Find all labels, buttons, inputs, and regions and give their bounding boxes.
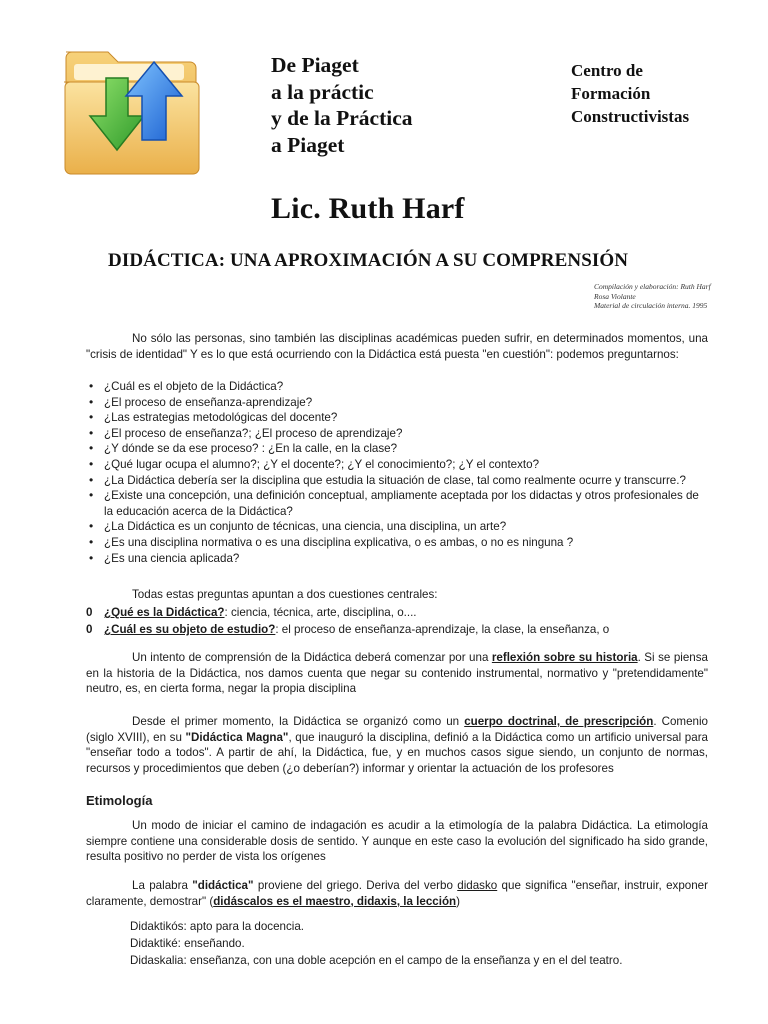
text-run: . Comenio (siglo XVIII), en su bbox=[86, 715, 709, 744]
text-run: ) bbox=[456, 894, 460, 908]
document-title: DIDÁCTICA: UNA APROXIMACIÓN A SU COMPRENSIÓN bbox=[108, 250, 629, 271]
highlighted-phrase: didáscalos es el maestro, didaxis, la lección bbox=[213, 894, 457, 908]
title-line: a Piaget bbox=[271, 132, 345, 157]
list-item: • ¿Cuál es el objeto de la Didáctica? bbox=[86, 379, 708, 395]
title-line: a la práctic bbox=[271, 79, 374, 104]
highlighted-phrase: reflexión sobre su historia bbox=[491, 651, 638, 664]
comprension-paragraph bbox=[86, 650, 708, 697]
title-line: y de la Práctica bbox=[271, 106, 413, 130]
title-line: De Piaget bbox=[271, 53, 359, 77]
central-answer: : el proceso de enseñanza-aprendizaje, la clase, la enseñanza, o bbox=[275, 623, 610, 636]
definition-line: Didaktikós: apto para la docencia. bbox=[130, 920, 305, 933]
list-item: • ¿Es una ciencia aplicada? bbox=[86, 551, 708, 567]
list-item: • ¿La Didáctica es un conjunto de técnicas, una ciencia, una disciplina, un arte? bbox=[86, 519, 708, 535]
list-item: • ¿La Didáctica debería ser la disciplina que estudia la situación de clase, tal como realmente ocurre y transcurre.? bbox=[86, 473, 708, 489]
credits-line: Rosa Violante bbox=[594, 291, 636, 301]
text-run: que significa "enseñar, instruir, exponer claramente, demostrar" ( bbox=[86, 879, 708, 908]
historia-paragraph bbox=[86, 714, 708, 776]
document-header-title bbox=[271, 52, 413, 158]
list-marker: 0 bbox=[86, 606, 93, 619]
institution-line: Formación bbox=[571, 84, 651, 103]
text-run: Desde el primer momento, la Didáctica se organizó como un bbox=[132, 715, 465, 728]
list-item: • ¿Es una disciplina normativa o es una disciplina explicativa, o es ambas, o no es ninguna ? bbox=[86, 535, 708, 551]
list-item: • ¿Existe una concepción, una definición conceptual, ampliamente aceptada por los didactas y otros profesionales de la educación acerca de la Didáctica? bbox=[86, 488, 708, 519]
central-questions-intro: Todas estas preguntas apuntan a dos cuestiones centrales: bbox=[132, 588, 438, 601]
text-run: Un intento de comprensión de la Didáctica deberá comenzar por una bbox=[132, 651, 492, 664]
questions-list bbox=[86, 379, 708, 566]
definition-line: Didaskalia: enseñanza, con una doble acepción en el campo de la enseñanza y en el del teatro. bbox=[130, 954, 623, 967]
list-item: • ¿Las estrategias metodológicas del docente? bbox=[86, 410, 708, 426]
palabra-paragraph bbox=[86, 878, 708, 909]
highlighted-phrase: "didáctica" bbox=[192, 879, 254, 892]
text-run: . Si se piensa en la historia de la Didáctica, nos damos cuenta que negar su contenido instrumental, normativo y "pretendidamente" neutro, es, en cierta forma, negar la propia disciplina bbox=[86, 651, 708, 696]
text-run: proviene del griego. Deriva del verbo bbox=[253, 879, 458, 892]
list-item bbox=[86, 621, 708, 638]
central-question: ¿Qué es la Didáctica? bbox=[104, 606, 225, 619]
author-name: Lic. Ruth Harf bbox=[271, 192, 465, 225]
central-question: ¿Cuál es su objeto de estudio? bbox=[104, 623, 276, 636]
credits-block bbox=[594, 282, 711, 311]
text-run: La palabra bbox=[132, 879, 193, 892]
section-heading: Etimología bbox=[86, 793, 153, 808]
list-item: • ¿El proceso de enseñanza-aprendizaje? bbox=[86, 395, 708, 411]
highlighted-phrase: cuerpo doctrinal, de prescripción bbox=[464, 715, 654, 728]
intro-paragraph: No sólo las personas, sino también las disciplinas académicas pueden sufrir, en determinados momentos, una "crisis de identidad" Y es lo que está ocurriendo con la Didáctica está puesta "en cuestión": podemos preguntarnos: bbox=[86, 332, 708, 361]
credits-line: Compilación y elaboración: Ruth Harf bbox=[594, 282, 711, 291]
text-run: , que inauguró la disciplina, definió a la Didáctica como un artificio universal para "enseñar todo a todos". A partir de ahí, la Didáctica, fue, y en muchos casos sigue siendo, un conjunto de normas, recursos y procedimientos que deben (¿o deberían?) informar y orientar la actuación de los profesores bbox=[86, 730, 709, 775]
credits-line: Material de circulación interna. 1995 bbox=[594, 301, 708, 310]
highlighted-phrase: didasko bbox=[457, 879, 498, 892]
central-answer: : ciencia, técnica, arte, disciplina, o.... bbox=[224, 606, 417, 619]
institution-line: Constructivistas bbox=[571, 107, 690, 126]
institution-line: Centro de bbox=[571, 61, 643, 80]
list-item: • ¿Qué lugar ocupa el alumno?; ¿Y el docente?; ¿Y el conocimiento?; ¿Y el contexto? bbox=[86, 457, 708, 473]
highlighted-phrase: "Didáctica Magna" bbox=[185, 730, 289, 744]
list-item: • ¿Y dónde se da ese proceso? : ¿En la calle, en la clase? bbox=[86, 441, 708, 457]
definition-line: Didaktiké: enseñando. bbox=[130, 937, 245, 950]
central-questions-list bbox=[86, 604, 708, 638]
list-item bbox=[86, 604, 708, 621]
list-item: • ¿El proceso de enseñanza?; ¿El proceso de aprendizaje? bbox=[86, 426, 708, 442]
folder-transfer-arrows-icon bbox=[58, 42, 200, 180]
institution-name bbox=[571, 59, 689, 128]
list-marker: 0 bbox=[86, 623, 93, 636]
etimologia-paragraph: Un modo de iniciar el camino de indagación es acudir a la etimología de la palabra Didáctica. La etimología siempre contiene una considerable dosis de sentido. Y aunque en este caso la evolución del significado ha sido grande, resulta positivo no perder de vista los orígenes bbox=[86, 819, 708, 864]
